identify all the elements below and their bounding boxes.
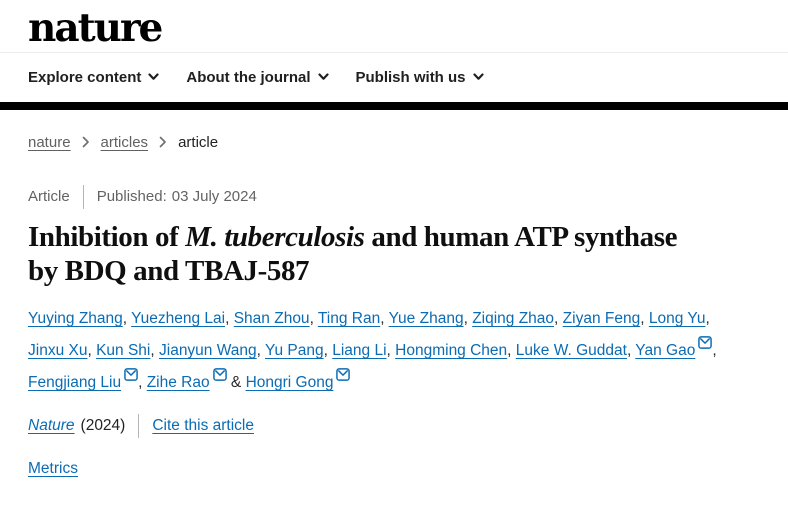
author-link-long-yu[interactable]: Long Yu — [648, 310, 706, 328]
metrics-link[interactable]: Metrics — [28, 459, 78, 477]
envelope-icon — [336, 368, 350, 381]
author-link-kun-shi[interactable]: Kun Shi — [96, 342, 151, 359]
author-link-yuying-zhang[interactable]: Yuying Zhang — [28, 310, 123, 328]
envelope-icon — [213, 368, 227, 381]
author-link-yuezheng-lai[interactable]: Yuezheng Lai — [131, 310, 226, 328]
published-date: 03 July 2024 — [171, 188, 257, 206]
published-label: Published: — [96, 188, 167, 206]
site-header — [0, 0, 788, 52]
envelope-icon — [698, 336, 712, 349]
metrics-row — [28, 460, 760, 478]
citation-year: (2024) — [80, 416, 126, 434]
nav-item-label: Explore content — [28, 68, 142, 86]
article-meta — [28, 185, 760, 209]
author-link-jinxu-xu[interactable]: Jinxu Xu — [28, 342, 88, 359]
title-line-1: Inhibition of M. tuberculosis and human ATP synthase — [28, 220, 678, 253]
author-link-ziyan-feng[interactable]: Ziyan Feng — [562, 310, 641, 328]
nature-logo[interactable]: nature — [28, 5, 162, 51]
nav-item-label: About the journal — [186, 68, 311, 86]
journal-link[interactable]: Nature — [28, 416, 75, 434]
author-link-hongming-chen[interactable]: Hongming Chen — [395, 342, 508, 359]
nav-item-label: Publish with us — [355, 68, 466, 86]
nav-item-explore-content[interactable] — [28, 69, 159, 86]
chevron-down-icon — [318, 73, 329, 81]
chevron-right-icon — [82, 136, 90, 148]
breadcrumb — [28, 134, 760, 151]
author-link-shan-zhou[interactable]: Shan Zhou — [233, 310, 310, 328]
author-link-ziqing-zhao[interactable]: Ziqing Zhao — [472, 310, 555, 328]
author-link-fengjiang-liu[interactable]: Fengjiang Liu — [28, 373, 122, 391]
author-link-ting-ran[interactable]: Ting Ran — [317, 310, 381, 328]
email-author-link[interactable] — [213, 368, 227, 381]
main-nav — [0, 53, 788, 102]
envelope-icon — [124, 368, 138, 381]
chevron-right-icon — [159, 136, 167, 148]
nav-item-about-the-journal[interactable] — [186, 69, 328, 86]
breadcrumb-item-articles[interactable]: articles — [100, 133, 149, 151]
author-link-luke-w-guddat[interactable]: Luke W. Guddat — [515, 342, 627, 359]
article-content — [0, 134, 788, 478]
email-author-link[interactable] — [124, 368, 138, 381]
article-type-label: Article — [28, 188, 70, 206]
journal-accent-bar — [0, 102, 788, 110]
citation-row — [28, 414, 760, 438]
author-link-jianyun-wang[interactable]: Jianyun Wang — [159, 342, 257, 359]
author-link-yu-pang[interactable]: Yu Pang — [265, 342, 324, 359]
author-link-hongri-gong[interactable]: Hongri Gong — [245, 373, 334, 391]
breadcrumb-item-article: article — [178, 133, 219, 151]
nav-item-publish-with-us[interactable] — [356, 69, 484, 86]
title-italic-species: M. tuberculosis — [185, 220, 365, 253]
citation-divider — [138, 414, 139, 438]
author-link-zihe-rao[interactable]: Zihe Rao — [146, 373, 210, 391]
page-title — [28, 220, 760, 288]
meta-divider — [83, 185, 84, 209]
author-list: Yuying Zhang, Yuezheng Lai, Shan Zhou, Ting Ran, Yue Zhang, Ziqing Zhao, Ziyan Feng, Long Yu, Jinxu Xu, Kun Shi, Jianyun Wang, Yu Pang, Liang Li, Hongming Chen, Luke W. Guddat, Yan Gao , Fengjiang Liu , Zihe Rao & Hongri Gong — [28, 310, 717, 391]
author-link-liang-li[interactable]: Liang Li — [332, 342, 387, 359]
author-link-yan-gao[interactable]: Yan Gao — [635, 342, 696, 359]
title-line-2: by BDQ and TBAJ-587 — [28, 255, 310, 288]
cite-this-article-link[interactable]: Cite this article — [152, 416, 254, 434]
chevron-down-icon — [473, 73, 484, 81]
author-link-yue-zhang[interactable]: Yue Zhang — [388, 310, 464, 328]
email-author-link[interactable] — [698, 336, 712, 349]
chevron-down-icon — [148, 73, 159, 81]
breadcrumb-item-nature[interactable]: nature — [28, 133, 71, 151]
email-author-link[interactable] — [336, 368, 350, 381]
